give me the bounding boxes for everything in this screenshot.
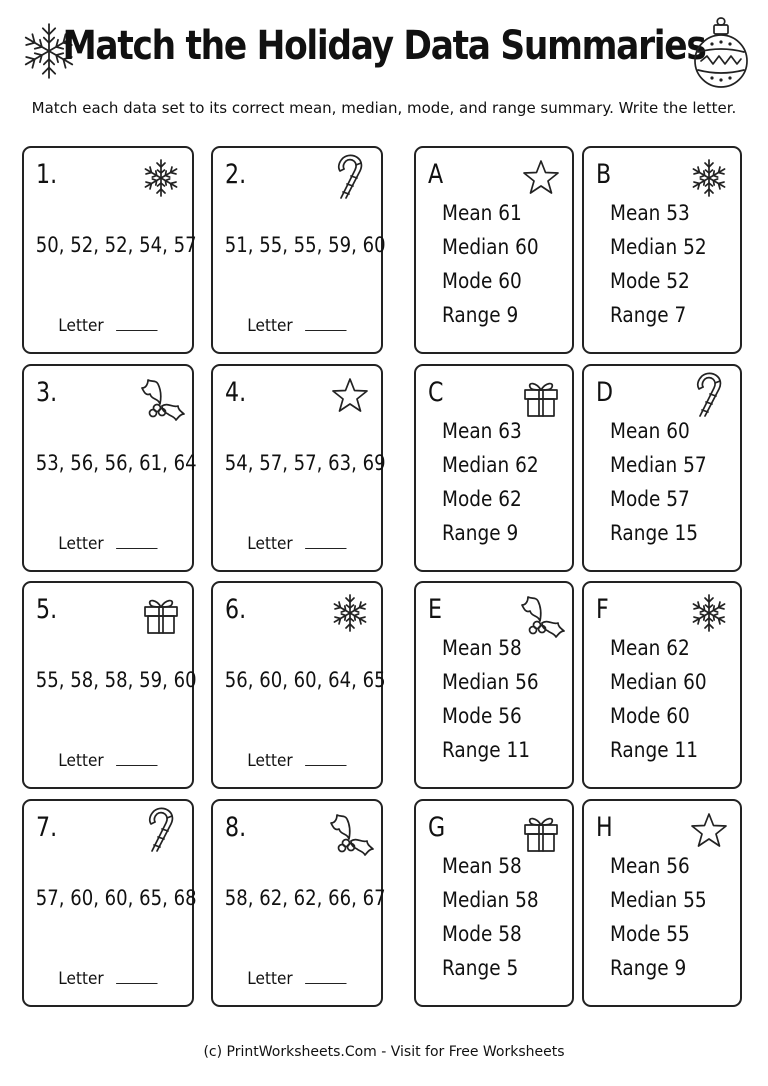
letter-label: Letter xyxy=(247,751,293,771)
letter-answer-row xyxy=(32,532,183,554)
letter-answer-row xyxy=(32,967,183,989)
data-set: 53, 56, 56, 61, 64 xyxy=(35,451,197,475)
problem-card xyxy=(211,364,386,572)
star-icon xyxy=(520,156,562,200)
summary-card xyxy=(414,799,574,1007)
problem-number: 5. xyxy=(36,594,58,625)
summary-mean: Mean 61 xyxy=(442,201,522,225)
holly-icon xyxy=(329,809,371,853)
letter-label: Letter xyxy=(247,969,293,989)
summary-range: Range 7 xyxy=(610,303,687,327)
problem-card xyxy=(22,364,197,572)
snowflake-icon xyxy=(688,156,730,200)
gift-icon xyxy=(520,374,562,418)
letter-answer-row xyxy=(221,532,372,554)
candy-cane-icon xyxy=(140,809,182,853)
summary-letter: F xyxy=(596,594,609,625)
problem-card xyxy=(211,581,386,789)
summary-median: Median 62 xyxy=(442,453,539,477)
summary-mean: Mean 62 xyxy=(610,636,690,660)
letter-blank[interactable] xyxy=(116,314,157,331)
letter-blank[interactable] xyxy=(305,749,346,766)
summary-median: Median 56 xyxy=(442,670,539,694)
instructions: Match each data set to its correct mean, median, mode, and range summary. Write the letter. xyxy=(31,99,737,117)
problem-number: 4. xyxy=(225,377,247,408)
letter-answer-row xyxy=(32,314,183,336)
page-title: Match the Holiday Data Summaries xyxy=(62,23,706,69)
letter-answer-row xyxy=(32,749,183,771)
summary-letter: B xyxy=(596,159,612,190)
snowflake-icon xyxy=(329,591,371,635)
problem-number: 1. xyxy=(36,159,58,190)
problem-card xyxy=(22,799,197,1007)
letter-blank[interactable] xyxy=(116,967,157,984)
problem-card xyxy=(22,581,197,789)
summary-median: Median 55 xyxy=(610,888,707,912)
data-set: 50, 52, 52, 54, 57 xyxy=(35,233,197,257)
summary-median: Median 60 xyxy=(442,235,539,259)
summary-range: Range 9 xyxy=(442,303,519,327)
summary-median: Median 57 xyxy=(610,453,707,477)
summary-median: Median 52 xyxy=(610,235,707,259)
summary-mean: Mean 53 xyxy=(610,201,690,225)
summary-range: Range 11 xyxy=(610,738,698,762)
letter-label: Letter xyxy=(58,316,104,336)
letter-answer-row xyxy=(221,314,372,336)
problem-number: 8. xyxy=(225,812,247,843)
letter-blank[interactable] xyxy=(305,314,346,331)
summary-card xyxy=(582,581,742,789)
problem-number: 2. xyxy=(225,159,247,190)
summary-card xyxy=(582,364,742,572)
letter-answer-row xyxy=(221,967,372,989)
snowflake-icon xyxy=(688,591,730,635)
data-set: 58, 62, 62, 66, 67 xyxy=(224,886,386,910)
gift-icon xyxy=(520,809,562,853)
gift-icon xyxy=(140,591,182,635)
summary-range: Range 11 xyxy=(442,738,530,762)
summary-letter: C xyxy=(428,377,444,408)
letter-label: Letter xyxy=(247,534,293,554)
summary-mean: Mean 60 xyxy=(610,419,690,443)
summary-range: Range 9 xyxy=(610,956,687,980)
summary-mode: Mode 55 xyxy=(610,922,690,946)
letter-blank[interactable] xyxy=(116,532,157,549)
summary-mode: Mode 60 xyxy=(610,704,690,728)
summary-mean: Mean 63 xyxy=(442,419,522,443)
summary-range: Range 9 xyxy=(442,521,519,545)
summary-mode: Mode 60 xyxy=(442,269,522,293)
summary-mean: Mean 58 xyxy=(442,854,522,878)
letter-answer-row xyxy=(221,749,372,771)
letter-label: Letter xyxy=(58,751,104,771)
data-set: 54, 57, 57, 63, 69 xyxy=(224,451,386,475)
summary-mode: Mode 58 xyxy=(442,922,522,946)
footer-credit: (c) PrintWorksheets.Com - Visit for Free Worksheets xyxy=(203,1044,565,1060)
summary-letter: A xyxy=(428,159,444,190)
letter-label: Letter xyxy=(58,969,104,989)
letter-label: Letter xyxy=(58,534,104,554)
summary-mode: Mode 52 xyxy=(610,269,690,293)
summary-range: Range 5 xyxy=(442,956,519,980)
data-set: 57, 60, 60, 65, 68 xyxy=(35,886,197,910)
letter-blank[interactable] xyxy=(305,967,346,984)
summary-letter: E xyxy=(428,594,442,625)
summary-range: Range 15 xyxy=(610,521,698,545)
candy-cane-icon xyxy=(329,156,371,200)
summary-mode: Mode 57 xyxy=(610,487,690,511)
letter-blank[interactable] xyxy=(116,749,157,766)
problem-card xyxy=(211,146,386,354)
summary-card xyxy=(582,799,742,1007)
data-set: 51, 55, 55, 59, 60 xyxy=(224,233,386,257)
ornament-icon xyxy=(690,14,752,90)
summary-card xyxy=(582,146,742,354)
summary-letter: D xyxy=(596,377,614,408)
problem-card xyxy=(22,146,197,354)
summary-card xyxy=(414,146,574,354)
star-icon xyxy=(688,809,730,853)
problem-number: 7. xyxy=(36,812,58,843)
summary-mode: Mode 62 xyxy=(442,487,522,511)
star-icon xyxy=(329,374,371,418)
problem-number: 3. xyxy=(36,377,58,408)
summary-mean: Mean 58 xyxy=(442,636,522,660)
summary-card xyxy=(414,581,574,789)
data-set: 55, 58, 58, 59, 60 xyxy=(35,668,197,692)
letter-label: Letter xyxy=(247,316,293,336)
snowflake-icon xyxy=(140,156,182,200)
problem-card xyxy=(211,799,386,1007)
summary-median: Median 58 xyxy=(442,888,539,912)
summary-card xyxy=(414,364,574,572)
summary-mode: Mode 56 xyxy=(442,704,522,728)
data-set: 56, 60, 60, 64, 65 xyxy=(224,668,386,692)
summary-letter: H xyxy=(596,812,613,843)
holly-icon xyxy=(140,374,182,418)
holly-icon xyxy=(520,591,562,635)
problem-number: 6. xyxy=(225,594,247,625)
summary-mean: Mean 56 xyxy=(610,854,690,878)
candy-cane-icon xyxy=(688,374,730,418)
letter-blank[interactable] xyxy=(305,532,346,549)
summary-letter: G xyxy=(428,812,446,843)
summary-median: Median 60 xyxy=(610,670,707,694)
